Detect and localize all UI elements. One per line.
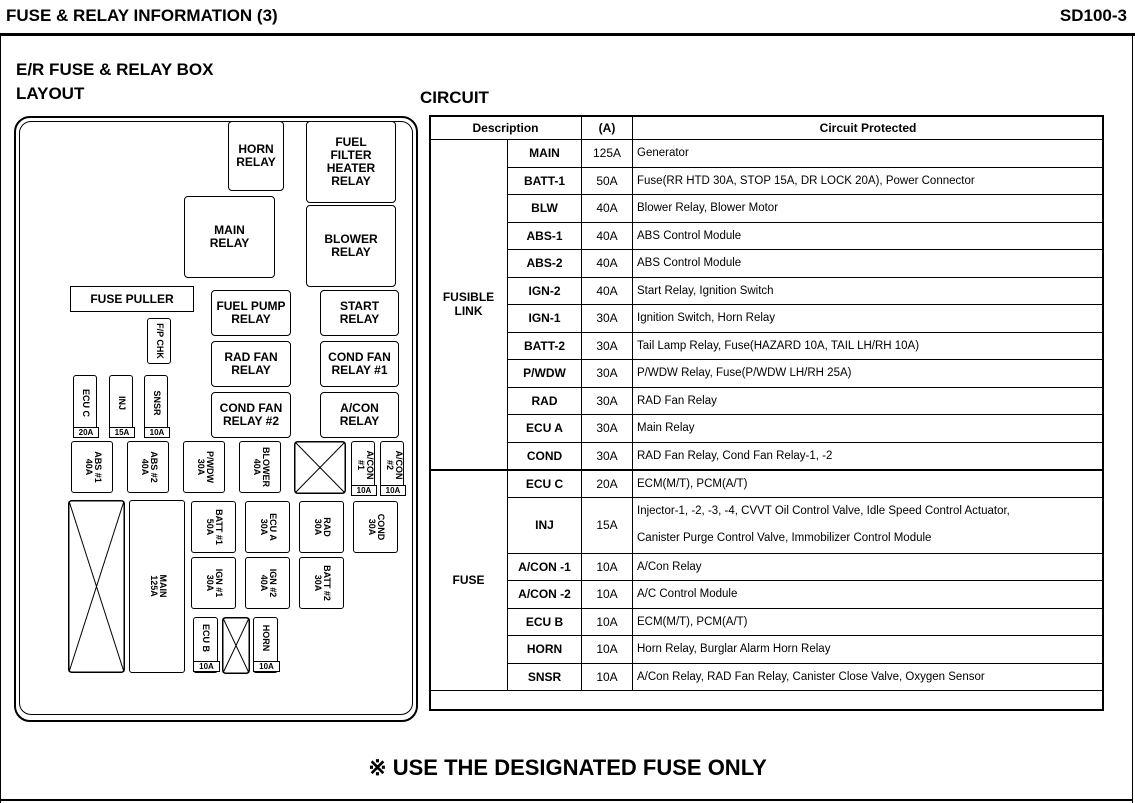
link-cond-label: COND 30A	[367, 513, 386, 541]
row-name: INJ	[508, 497, 582, 553]
row-amp: 30A	[582, 332, 633, 360]
row-amp: 30A	[582, 360, 633, 388]
link-abs-1-label: ABS #1 40A	[84, 451, 103, 483]
blank-mini-fuse-slot	[222, 617, 250, 674]
link-rad-label: RAD 30A	[313, 517, 332, 537]
row-circuit: ABS Control Module	[633, 250, 1104, 278]
table-row	[430, 608, 1104, 636]
table-row	[430, 222, 1104, 250]
row-circuit: A/Con Relay, RAD Fan Relay, Canister Close Valve, Oxygen Sensor	[633, 663, 1104, 691]
fuse-snsr-amp: 10A	[144, 427, 170, 438]
table-row	[430, 360, 1104, 388]
row-name: A/CON -2	[508, 581, 582, 609]
group-fusible-link: FUSIBLE LINK	[430, 140, 508, 470]
fuse-puller: FUSE PULLER	[70, 286, 194, 312]
row-amp: 40A	[582, 250, 633, 278]
page-title: FUSE & RELAY INFORMATION (3)	[6, 6, 278, 25]
row-amp: 20A	[582, 470, 633, 498]
table-row	[430, 387, 1104, 415]
row-amp: 40A	[582, 277, 633, 305]
group-fuse: FUSE	[430, 470, 508, 691]
row-name: HORN	[508, 636, 582, 664]
row-amp: 10A	[582, 553, 633, 581]
header-description: Description	[430, 116, 582, 140]
row-amp: 50A	[582, 167, 633, 195]
table-row	[430, 195, 1104, 223]
link-ign-1-label: IGN #1 30A	[205, 568, 224, 598]
row-name: P/WDW	[508, 360, 582, 388]
horn-relay: HORN RELAY	[228, 121, 284, 191]
row-name: ECU C	[508, 470, 582, 498]
table-row	[430, 305, 1104, 333]
table-body	[430, 140, 1104, 691]
table-row	[430, 470, 1104, 498]
fuse-acon-1-label: A/CON #1	[356, 450, 375, 480]
link-batt-2-label: BATT #2 30A	[313, 565, 332, 601]
fuse-ecu-b-label: ECU B	[201, 623, 211, 652]
row-amp: 15A	[582, 497, 633, 553]
table-row	[430, 553, 1104, 581]
circuit-table	[429, 115, 1104, 691]
table-row	[430, 663, 1104, 691]
rad-fan-relay: RAD FAN RELAY	[211, 341, 291, 387]
fp-chk-label: F/P CHK	[155, 323, 165, 359]
table-row	[430, 332, 1104, 360]
row-circuit-line: Canister Purge Control Valve, Immobilizer Control Module	[637, 532, 932, 544]
row-circuit: ECM(M/T), PCM(A/T)	[633, 470, 1104, 498]
acon-relay: A/CON RELAY	[320, 392, 399, 438]
row-circuit: Start Relay, Ignition Switch	[633, 277, 1104, 305]
table-row	[430, 277, 1104, 305]
row-amp: 40A	[582, 222, 633, 250]
row-circuit-line: Injector-1, -2, -3, -4, CVVT Oil Control Valve, Idle Speed Control Actuator,	[637, 505, 1010, 517]
row-amp: 30A	[582, 415, 633, 443]
blank-fuse-slot	[294, 441, 346, 494]
box-title: E/R FUSE & RELAY BOX	[16, 60, 214, 79]
frame-border-right	[1132, 36, 1133, 803]
row-name: BATT-1	[508, 167, 582, 195]
fuse-horn-label: HORN	[261, 624, 271, 652]
row-circuit	[633, 497, 1104, 553]
row-name: ECU B	[508, 608, 582, 636]
row-circuit: A/Con Relay	[633, 553, 1104, 581]
layout-heading: LAYOUT	[16, 84, 85, 103]
table-row	[430, 497, 1104, 553]
row-name: SNSR	[508, 663, 582, 691]
fuse-snsr-label: SNSR	[152, 390, 162, 416]
footer-note: ※ USE THE DESIGNATED FUSE ONLY	[368, 755, 767, 780]
header-divider	[0, 33, 1135, 36]
row-circuit: Blower Relay, Blower Motor	[633, 195, 1104, 223]
table-row	[430, 581, 1104, 609]
row-circuit: A/C Control Module	[633, 581, 1104, 609]
row-name: ABS-1	[508, 222, 582, 250]
table-row	[430, 140, 1104, 168]
fuse-acon-2-amp: 10A	[380, 485, 406, 496]
fuse-acon-2-label: A/CON #2	[385, 450, 404, 480]
row-circuit: RAD Fan Relay, Cond Fan Relay-1, -2	[633, 442, 1104, 470]
row-name: BLW	[508, 195, 582, 223]
fuse-ecu-b-amp: 10A	[193, 661, 220, 672]
cond-fan-relay-1: COND FAN RELAY #1	[320, 341, 399, 387]
frame-border-left	[0, 36, 1, 803]
row-circuit: Tail Lamp Relay, Fuse(HAZARD 10A, TAIL LH/RH 10A)	[633, 332, 1104, 360]
header-circuit: Circuit Protected	[633, 116, 1104, 140]
row-name: MAIN	[508, 140, 582, 168]
row-amp: 30A	[582, 442, 633, 470]
main-relay: MAIN RELAY	[184, 196, 275, 278]
table-row	[430, 442, 1104, 470]
table-row	[430, 636, 1104, 664]
row-amp: 125A	[582, 140, 633, 168]
fuse-ecu-c-amp: 20A	[73, 427, 99, 438]
table-row	[430, 167, 1104, 195]
link-main-label: MAIN 125A	[149, 574, 168, 598]
row-name: IGN-1	[508, 305, 582, 333]
link-pwdw-label: P/WDW 30A	[196, 451, 215, 483]
row-amp: 40A	[582, 195, 633, 223]
row-amp: 30A	[582, 305, 633, 333]
table-row	[430, 415, 1104, 443]
row-circuit: Horn Relay, Burglar Alarm Horn Relay	[633, 636, 1104, 664]
row-name: RAD	[508, 387, 582, 415]
link-abs-2-label: ABS #2 40A	[140, 451, 159, 483]
row-circuit: Main Relay	[633, 415, 1104, 443]
row-circuit: Ignition Switch, Horn Relay	[633, 305, 1104, 333]
fuse-horn-amp: 10A	[253, 661, 280, 672]
row-circuit: ECM(M/T), PCM(A/T)	[633, 608, 1104, 636]
blower-relay: BLOWER RELAY	[306, 205, 396, 287]
page-code: SD100-3	[1059, 6, 1127, 25]
link-blower-label: BLOWER 40A	[252, 447, 271, 487]
row-circuit: Fuse(RR HTD 30A, STOP 15A, DR LOCK 20A), Power Connector	[633, 167, 1104, 195]
row-amp: 10A	[582, 663, 633, 691]
row-name: IGN-2	[508, 277, 582, 305]
frame-border-bottom	[0, 799, 1133, 801]
row-name: ECU A	[508, 415, 582, 443]
fuse-acon-1-amp: 10A	[351, 485, 377, 496]
fuel-filter-heater-relay: FUEL FILTER HEATER RELAY	[306, 121, 396, 203]
page-header	[0, 0, 1135, 34]
table-header-row	[430, 116, 1104, 140]
row-name: COND	[508, 442, 582, 470]
fuse-inj-label: INJ	[117, 395, 127, 410]
row-amp: 10A	[582, 608, 633, 636]
row-circuit: ABS Control Module	[633, 222, 1104, 250]
link-ecu-a-label: ECU A 30A	[259, 513, 278, 541]
blank-large-slot	[68, 500, 125, 673]
cond-fan-relay-2: COND FAN RELAY #2	[211, 392, 291, 438]
table-row	[430, 250, 1104, 278]
header-amp: (A)	[582, 116, 633, 140]
row-name: BATT-2	[508, 332, 582, 360]
start-relay: START RELAY	[320, 290, 399, 336]
circuit-heading: CIRCUIT	[420, 88, 489, 107]
link-batt-1-label: BATT #1 50A	[205, 509, 224, 545]
link-ign-2-label: IGN #2 40A	[259, 568, 278, 598]
row-name: A/CON -1	[508, 553, 582, 581]
fuse-ecu-c-label: ECU C	[81, 388, 91, 417]
row-amp: 30A	[582, 387, 633, 415]
fuse-inj-amp: 15A	[109, 427, 135, 438]
row-circuit: Generator	[633, 140, 1104, 168]
row-name: ABS-2	[508, 250, 582, 278]
row-amp: 10A	[582, 581, 633, 609]
fuel-pump-relay: FUEL PUMP RELAY	[211, 290, 291, 336]
row-circuit: RAD Fan Relay	[633, 387, 1104, 415]
row-amp: 10A	[582, 636, 633, 664]
row-circuit: P/WDW Relay, Fuse(P/WDW LH/RH 25A)	[633, 360, 1104, 388]
